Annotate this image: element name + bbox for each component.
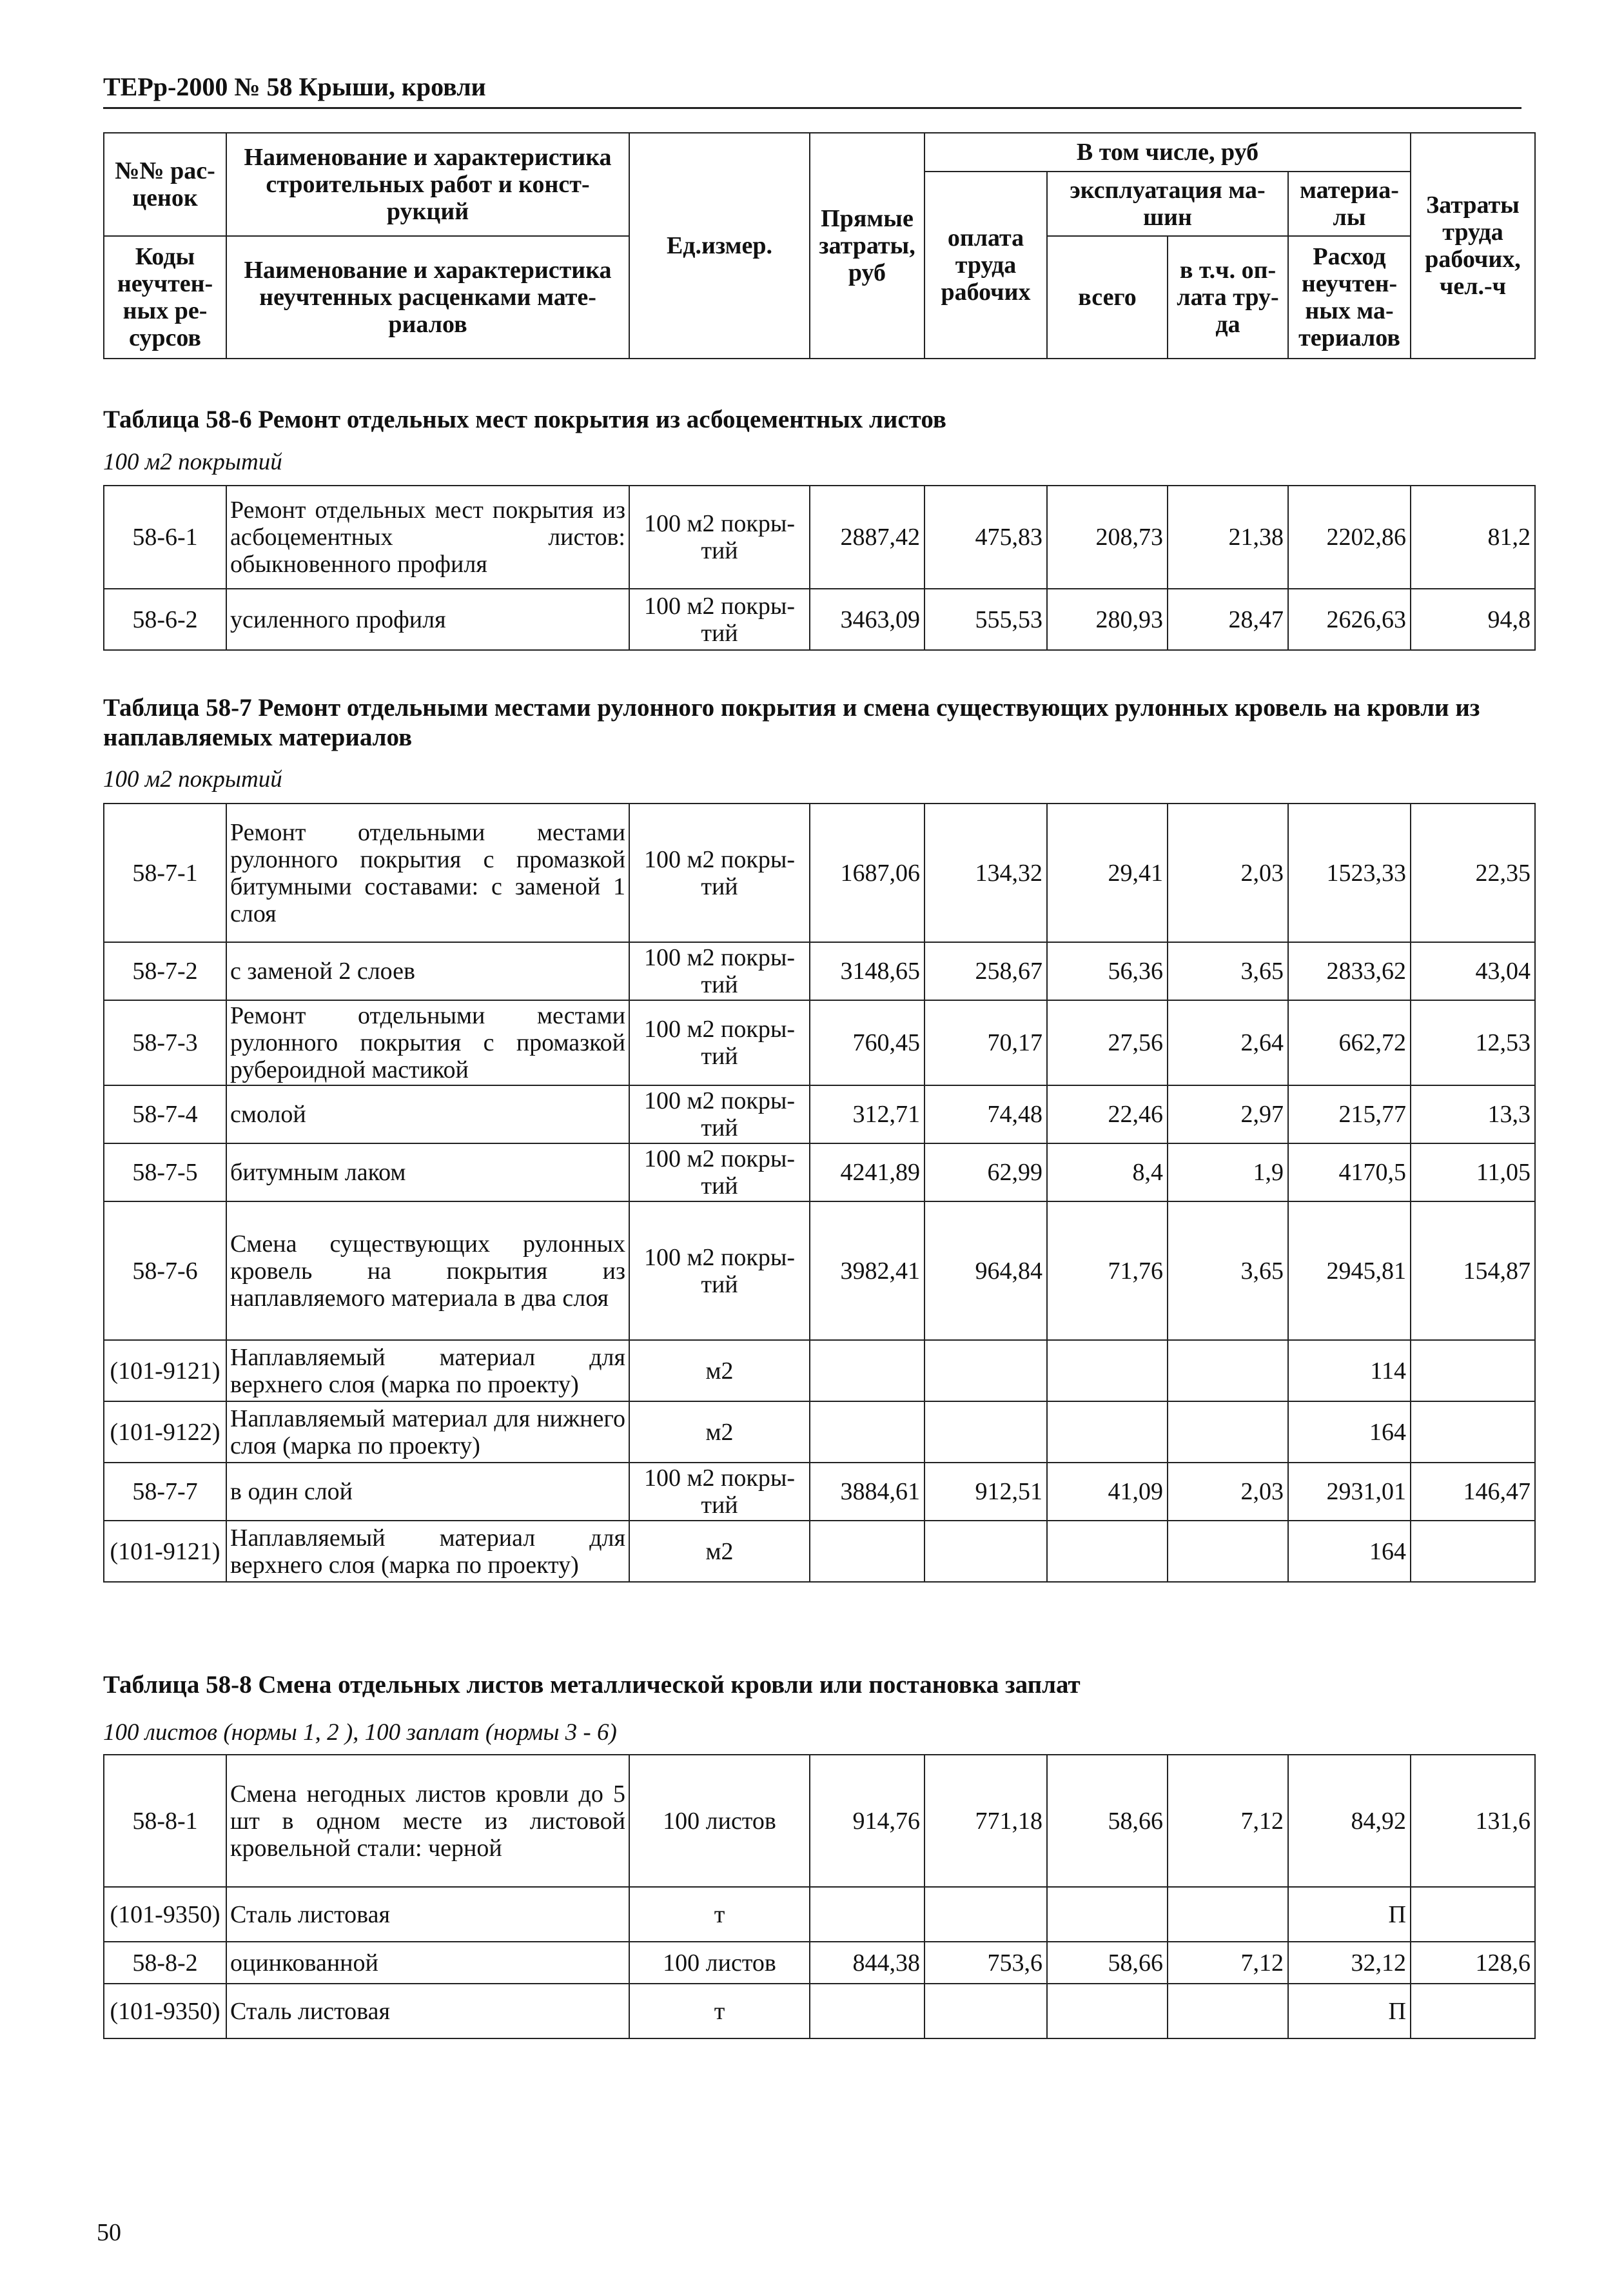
row-machines-wage: 2,03 [1168,1463,1288,1521]
row-materials: 2931,01 [1288,1463,1411,1521]
header-col-material-names: Наименование и характеристика неучтенных расценками мате-риалов [226,236,629,359]
row-name: Наплавляемый материал для верхнего слоя (марка по проекту) [226,1340,629,1401]
row-code: 58-7-7 [104,1463,226,1521]
row-materials: 2833,62 [1288,942,1411,1000]
row-code: 58-7-4 [104,1085,226,1143]
row-labor: 81,2 [1411,486,1535,589]
row-machines-total: 58,66 [1047,1755,1168,1887]
page-header: ТЕРр-2000 № 58 Крыши, кровли [103,71,1521,109]
row-wage: 62,99 [925,1143,1047,1201]
row-materials: 2626,63 [1288,589,1411,650]
row-unit: 100 листов [629,1755,810,1887]
row-name: Ремонт отдельными местами рулонного покрытия с промазкой битумными составами: с заменой 1 слоя [226,804,629,942]
row-name: Ремонт отдельных мест покрытия из асбоцементных листов: обыкновенного профиля [226,486,629,589]
row-direct-cost: 760,45 [810,1000,925,1085]
row-machines-wage [1168,1340,1288,1401]
row-name: усиленного профиля [226,589,629,650]
row-direct-cost: 844,38 [810,1942,925,1984]
row-machines-wage: 3,65 [1168,942,1288,1000]
table-row [104,1000,1535,1085]
row-wage: 74,48 [925,1085,1047,1143]
row-materials: 164 [1288,1401,1411,1463]
row-labor [1411,1521,1535,1582]
row-name: Смена существующих рулонных кровель на покрытия из наплавляемого материала в два слоя [226,1201,629,1340]
row-machines-wage: 3,65 [1168,1201,1288,1340]
row-direct-cost [810,1401,925,1463]
row-unit: м2 [629,1340,810,1401]
row-materials: 84,92 [1288,1755,1411,1887]
row-machines-total [1047,1887,1168,1942]
table-row [104,1401,1535,1463]
row-unit: т [629,1887,810,1942]
row-machines-total [1047,1521,1168,1582]
table-row [104,1984,1535,2038]
table-row [104,1201,1535,1340]
row-unit: м2 [629,1401,810,1463]
header-col-name: Наименование и характеристика строительных работ и конст-рукций [226,133,629,236]
row-machines-total: 8,4 [1047,1143,1168,1201]
header-col-unit: Ед.измер. [629,133,810,359]
row-machines-total: 58,66 [1047,1942,1168,1984]
row-unit: 100 м2 покры-тий [629,1201,810,1340]
row-direct-cost [810,1984,925,2038]
row-machines-wage: 1,9 [1168,1143,1288,1201]
row-unit: 100 м2 покры-тий [629,589,810,650]
row-wage: 753,6 [925,1942,1047,1984]
header-col-material-usage: Расход неучтен-ных ма-териалов [1288,236,1411,359]
row-wage [925,1521,1047,1582]
row-name: Наплавляемый материал для верхнего слоя (марка по проекту) [226,1521,629,1582]
row-machines-total: 29,41 [1047,804,1168,942]
row-machines-wage: 2,64 [1168,1000,1288,1085]
row-code: (101-9350) [104,1984,226,2038]
row-labor [1411,1401,1535,1463]
row-machines-wage: 7,12 [1168,1942,1288,1984]
row-machines-total: 22,46 [1047,1085,1168,1143]
row-code: 58-7-5 [104,1143,226,1201]
row-code: (101-9121) [104,1521,226,1582]
row-unit: 100 м2 покры-тий [629,804,810,942]
row-direct-cost: 3463,09 [810,589,925,650]
row-name: Сталь листовая [226,1984,629,2038]
page-number: 50 [97,2219,121,2246]
header-group-machines: эксплуатация ма-шин [1047,172,1288,236]
row-direct-cost [810,1887,925,1942]
row-machines-total [1047,1401,1168,1463]
row-labor: 146,47 [1411,1463,1535,1521]
row-code: 58-8-1 [104,1755,226,1887]
row-machines-wage: 2,97 [1168,1085,1288,1143]
row-direct-cost: 4241,89 [810,1143,925,1201]
row-wage: 475,83 [925,486,1047,589]
table-58-8-measure: 100 листов (нормы 1, 2 ), 100 заплат (нормы 3 - 6) [103,1719,617,1746]
header-col-labor: Затраты труда рабочих, чел.-ч [1411,133,1535,359]
row-name: в один слой [226,1463,629,1521]
row-labor [1411,1984,1535,2038]
table-row [104,804,1535,942]
row-labor [1411,1340,1535,1401]
table-row [104,1887,1535,1942]
row-machines-total: 208,73 [1047,486,1168,589]
row-unit: 100 м2 покры-тий [629,1085,810,1143]
row-materials: 662,72 [1288,1000,1411,1085]
row-materials: П [1288,1887,1411,1942]
header-group-including: В том числе, руб [925,133,1411,172]
row-code: (101-9122) [104,1401,226,1463]
row-code: (101-9350) [104,1887,226,1942]
table-row [104,942,1535,1000]
row-wage [925,1401,1047,1463]
table-row [104,589,1535,650]
row-labor: 128,6 [1411,1942,1535,1984]
row-code: 58-7-2 [104,942,226,1000]
table-58-7-caption: Таблица 58-7 Ремонт отдельными местами рулонного покрытия и смена существующих рулонных кровель на кровли из наплавляемых материалов [103,694,1480,751]
table-58-7 [103,803,1536,1583]
header-col-direct: Прямые затраты, руб [810,133,925,359]
table-row [104,1340,1535,1401]
row-machines-wage [1168,1521,1288,1582]
row-machines-wage [1168,1401,1288,1463]
row-wage [925,1340,1047,1401]
row-machines-total: 27,56 [1047,1000,1168,1085]
row-labor: 154,87 [1411,1201,1535,1340]
row-materials: 2202,86 [1288,486,1411,589]
row-machines-wage: 21,38 [1168,486,1288,589]
row-materials: 4170,5 [1288,1143,1411,1201]
row-direct-cost [810,1521,925,1582]
table-row [104,1085,1535,1143]
header-group-materials: материа-лы [1288,172,1411,236]
row-unit: 100 листов [629,1942,810,1984]
row-machines-total: 71,76 [1047,1201,1168,1340]
row-direct-cost: 3148,65 [810,942,925,1000]
row-code: (101-9121) [104,1340,226,1401]
row-labor: 22,35 [1411,804,1535,942]
row-wage: 771,18 [925,1755,1047,1887]
row-code: 58-7-6 [104,1201,226,1340]
row-direct-cost: 2887,42 [810,486,925,589]
row-direct-cost [810,1340,925,1401]
row-machines-wage: 2,03 [1168,804,1288,942]
row-unit: 100 м2 покры-тий [629,486,810,589]
table-58-6-caption: Таблица 58-6 Ремонт отдельных мест покрытия из асбоцементных листов [103,406,946,433]
row-wage: 555,53 [925,589,1047,650]
table-58-7-measure: 100 м2 покрытий [103,766,282,793]
row-unit: 100 м2 покры-тий [629,1463,810,1521]
row-code: 58-7-3 [104,1000,226,1085]
row-direct-cost: 3982,41 [810,1201,925,1340]
row-machines-wage [1168,1984,1288,2038]
row-wage: 258,67 [925,942,1047,1000]
row-name: с заменой 2 слоев [226,942,629,1000]
row-code: 58-8-2 [104,1942,226,1984]
row-labor: 13,3 [1411,1085,1535,1143]
row-materials: 114 [1288,1340,1411,1401]
row-labor: 94,8 [1411,589,1535,650]
row-direct-cost: 914,76 [810,1755,925,1887]
row-unit: 100 м2 покры-тий [629,1143,810,1201]
row-machines-total: 56,36 [1047,942,1168,1000]
table-58-6-measure: 100 м2 покрытий [103,449,282,475]
row-name: Ремонт отдельными местами рулонного покрытия с промазкой рубероидной мастикой [226,1000,629,1085]
row-wage: 964,84 [925,1201,1047,1340]
row-wage: 134,32 [925,804,1047,942]
row-code: 58-6-2 [104,589,226,650]
row-materials: 32,12 [1288,1942,1411,1984]
row-machines-wage [1168,1887,1288,1942]
table-row [104,486,1535,589]
row-code: 58-6-1 [104,486,226,589]
row-machines-wage: 28,47 [1168,589,1288,650]
row-materials: 164 [1288,1521,1411,1582]
table-58-6 [103,485,1536,651]
row-name: Смена негодных листов кровли до 5 шт в одном месте из листовой кровельной стали: черной [226,1755,629,1887]
row-machines-wage: 7,12 [1168,1755,1288,1887]
table-58-8 [103,1754,1536,2039]
row-code: 58-7-1 [104,804,226,942]
row-machines-total [1047,1340,1168,1401]
row-name: оцинкованной [226,1942,629,1984]
table-row [104,1942,1535,1984]
row-unit: м2 [629,1521,810,1582]
table-row [104,1755,1535,1887]
row-materials: 2945,81 [1288,1201,1411,1340]
row-wage: 70,17 [925,1000,1047,1085]
header-col-machines-wage: в т.ч. оп-лата тру-да [1168,236,1288,359]
row-wage [925,1984,1047,2038]
row-name: битумным лаком [226,1143,629,1201]
row-materials: П [1288,1984,1411,2038]
row-name: Наплавляемый материал для нижнего слоя (марка по проекту) [226,1401,629,1463]
row-unit: 100 м2 покры-тий [629,942,810,1000]
row-unit: 100 м2 покры-тий [629,1000,810,1085]
row-machines-total [1047,1984,1168,2038]
table-row [104,1143,1535,1201]
row-direct-cost: 3884,61 [810,1463,925,1521]
column-header-table [103,132,1536,359]
header-col-code: №№ рас-ценок [104,133,226,236]
row-name: Сталь листовая [226,1887,629,1942]
row-name: смолой [226,1085,629,1143]
row-direct-cost: 1687,06 [810,804,925,942]
table-row [104,1521,1535,1582]
table-row [104,1463,1535,1521]
row-labor: 11,05 [1411,1143,1535,1201]
header-col-wage: оплата труда рабочих [925,172,1047,359]
row-labor: 43,04 [1411,942,1535,1000]
table-58-8-caption: Таблица 58-8 Смена отдельных листов металлической кровли или постановка заплат [103,1671,1081,1699]
header-col-resource-codes: Коды неучтен-ных ре-сурсов [104,236,226,359]
row-machines-total: 280,93 [1047,589,1168,650]
row-wage [925,1887,1047,1942]
row-direct-cost: 312,71 [810,1085,925,1143]
row-unit: т [629,1984,810,2038]
row-labor [1411,1887,1535,1942]
row-wage: 912,51 [925,1463,1047,1521]
row-labor: 131,6 [1411,1755,1535,1887]
row-materials: 215,77 [1288,1085,1411,1143]
row-machines-total: 41,09 [1047,1463,1168,1521]
row-labor: 12,53 [1411,1000,1535,1085]
header-col-machines-total: всего [1047,236,1168,359]
row-materials: 1523,33 [1288,804,1411,942]
